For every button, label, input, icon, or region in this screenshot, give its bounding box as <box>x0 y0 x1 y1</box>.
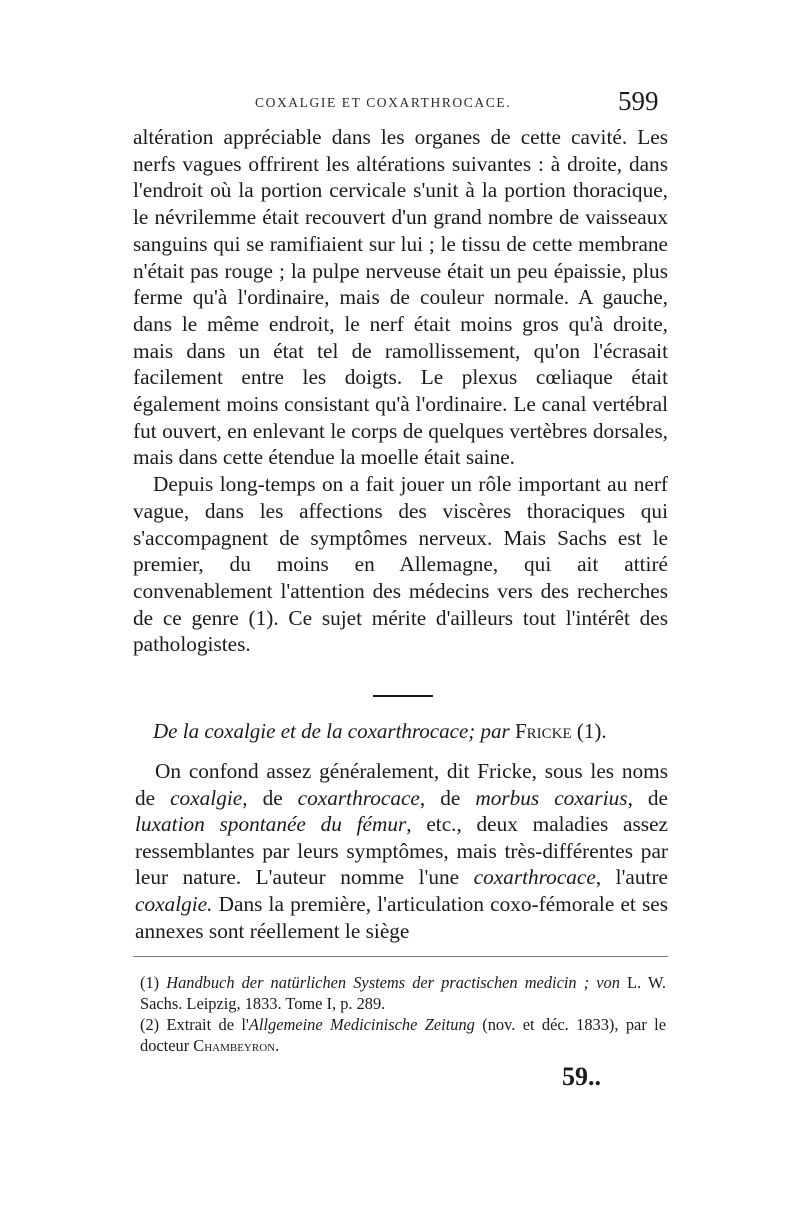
text-run: , etc., deux maladies assez ressemblantes par leurs symptômes, mais très-différentes par leur nature. L'auteur nomme l'une <box>135 812 668 890</box>
footnote-1-marker: (1) <box>140 973 160 992</box>
page-number: 599 <box>618 86 659 116</box>
section-heading <box>153 718 673 744</box>
text-run: Dans la première, l'articulation coxo-fémorale et ses annexes sont réellement le siège <box>135 891 668 943</box>
section-divider <box>373 695 433 697</box>
text-run: , de <box>242 785 298 810</box>
paragraph-1: altération appréciable dans les organes de cette cavité. Les nerfs vagues offrirent les altérations suivantes : à droite, dans l'endroit où la portion cervicale s'unit à la portion thoracique, le névrilemme était recouvert d'un grand nombre de vaisseaux sanguins qui se ramifiaient sur lui ; le tissu de cette membrane n'était pas rouge ; la pulpe nerveuse était un peu épaissie, plus ferme qu'à l'ordinaire, mais de couleur normale. A gauche, dans le même endroit, le nerf était moins gros qu'à droite, mais dans un état tel de ramollissement, qu'on l'écrasait facilement entre les doigts. Le plexus cœliaque était également moins consistant qu'à l'ordinaire. Le canal vertébral fut ouvert, en enlevant le corps de quelques vertèbres dorsales, mais dans cette étendue la moelle était saine. <box>133 125 668 470</box>
footnote-2-pre: Extrait de l' <box>166 1015 249 1034</box>
text-run: On confond assez généralement, dit Fricke, sous les noms de <box>135 759 668 810</box>
main-text-block <box>133 124 668 658</box>
running-title: COXALGIE ET COXARTHROCACE. <box>255 95 512 110</box>
heading-footnote-ref: (1). <box>576 719 607 743</box>
section-paragraph <box>135 758 668 944</box>
footnote-1 <box>140 972 666 1014</box>
footnote-1-title: Handbuch der natürlichen Systems der practischen medicin ; von <box>166 973 620 992</box>
printer-signature-mark: 59.. <box>562 1062 601 1091</box>
footnotes <box>140 972 666 1056</box>
term-coxarthrocace-2: coxarthrocace <box>473 865 596 890</box>
footnote-divider <box>133 956 668 957</box>
term-coxarthrocace: coxarthrocace <box>297 785 420 810</box>
footnote-2 <box>140 1014 666 1056</box>
text-run: , l'autre <box>595 865 668 890</box>
heading-author: Fricke <box>514 719 572 743</box>
term-coxalgie-2: coxalgie. <box>135 891 213 916</box>
term-luxation: luxation spontanée du fémur <box>135 812 407 837</box>
footnote-1-rest: L. W. Sachs. Leipzig, 1833. Tome I, p. 289. <box>140 973 667 1013</box>
paragraph-2: Depuis long-temps on a fait jouer un rôle important au nerf vague, dans les affections des viscères thoraciques qui s'accompagnent de symptômes nerveux. Mais Sachs est le premier, du moins en Allemagne, qui ait attiré convenablement l'attention des médecins vers des recherches de ce genre (1). Ce sujet mérite d'ailleurs tout l'intérêt des pathologistes. <box>133 472 668 657</box>
footnote-2-journal: Allgemeine Medicinische Zeitung <box>248 1015 475 1034</box>
footnote-2-doctor: Chambeyron. <box>193 1036 280 1055</box>
footnote-2-post: (nov. et déc. 1833), par le docteur <box>140 1015 666 1055</box>
footnote-2-marker: (2) <box>140 1015 160 1034</box>
term-morbus-coxarius: morbus coxarius <box>475 785 628 810</box>
term-coxalgie: coxalgie <box>170 785 243 810</box>
text-run: , de <box>627 785 668 810</box>
heading-title: De la coxalgie et de la coxarthrocace; par <box>153 719 510 743</box>
text-run: , de <box>419 785 476 810</box>
